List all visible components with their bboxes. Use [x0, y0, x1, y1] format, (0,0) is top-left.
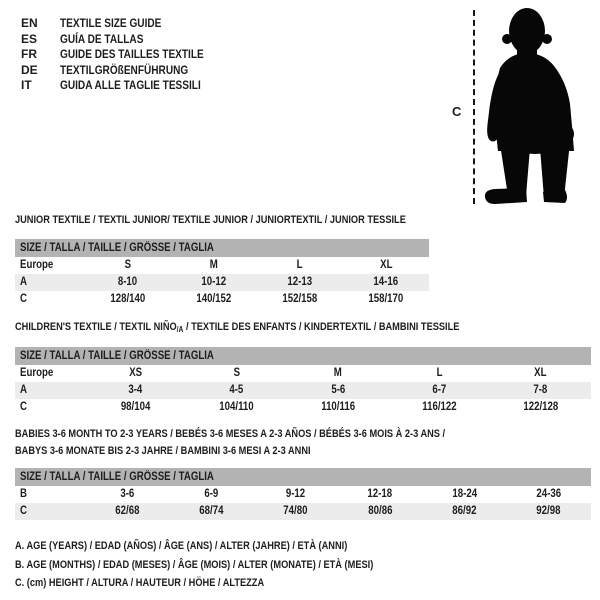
lang-code: EN	[21, 16, 38, 30]
lang-title: GUÍA DE TALLAS	[60, 31, 144, 46]
table-row	[15, 382, 591, 399]
table-row	[15, 399, 591, 416]
cell: 98/104	[120, 401, 151, 413]
table-row	[15, 274, 429, 291]
cell: 3-6	[120, 488, 135, 500]
cell: 116/122	[422, 401, 457, 413]
legend-footnotes	[15, 537, 442, 593]
size-header-bar	[15, 468, 591, 486]
cell: 110/116	[321, 401, 355, 413]
table-row	[15, 365, 591, 382]
cell: XL	[534, 367, 547, 379]
table-row	[15, 257, 429, 274]
row-label: Europe	[20, 259, 54, 271]
cell: L	[297, 259, 303, 271]
size-header-label: SIZE / TALLA / TAILLE / GRÖSSE / TAGLIA	[20, 242, 214, 254]
junior-table-title-text: JUNIOR TEXTILE / TEXTIL JUNIOR/ TEXTILE JUNIOR / JUNIORTEXTIL / JUNIOR TESSILE	[15, 214, 406, 226]
cell: XL	[379, 259, 393, 271]
lang-code: IT	[21, 78, 32, 92]
cell: 122/128	[522, 401, 558, 413]
cell: 9-12	[286, 488, 306, 500]
title-subscript: /A	[176, 325, 184, 334]
cell: M	[209, 259, 219, 271]
lang-title: TEXTILGRÖßENFÜHRUNG	[60, 62, 189, 77]
cell: 74/80	[283, 505, 308, 517]
lang-row-de	[21, 63, 231, 79]
cell: S	[233, 367, 241, 379]
babies-table-title-text1: BABIES 3-6 MONTH TO 2-3 YEARS / BEBÉS 3-6 MESES A 2-3 AÑOS / BÉBÉS 3-6 MOIS À 2-3 ANS /	[15, 428, 446, 440]
size-header-bar	[15, 347, 591, 365]
language-title-block	[21, 16, 231, 94]
footnote-age-years: A. AGE (YEARS) / EDAD (AÑOS) / ÂGE (ANS) / ALTER (JAHRE) / ETÀ (ANNI)	[15, 540, 348, 552]
cell: 14-16	[373, 276, 399, 288]
size-header-bar	[15, 239, 429, 257]
row-label: Europe	[20, 367, 54, 379]
cell: 6-9	[204, 488, 219, 500]
row-label: A	[20, 276, 27, 288]
table-row	[15, 291, 429, 308]
cell: 5-6	[331, 384, 345, 396]
babies-table-title-text2: BABYS 3-6 MONATE BIS 2-3 JAHRE / BAMBINI 3-6 MESI A 2-3 ANNI	[15, 445, 311, 457]
lang-row-it	[21, 78, 231, 94]
lang-title: GUIDE DES TAILLES TEXTILE	[60, 47, 204, 61]
table-row	[15, 486, 591, 503]
cell: 12-18	[367, 488, 393, 500]
row-label: C	[20, 401, 27, 413]
cell: 92/98	[536, 505, 561, 517]
cell: 140/152	[196, 293, 232, 305]
cell: 86/92	[452, 505, 477, 517]
cell: 6-7	[432, 384, 447, 396]
cell: 104/110	[219, 401, 254, 413]
lang-code: DE	[21, 62, 38, 77]
row-label: C	[20, 293, 27, 305]
cell: 80/86	[368, 505, 393, 517]
junior-size-table	[15, 239, 429, 308]
lang-title: GUIDA ALLE TAGLIE TESSILI	[60, 78, 201, 92]
cell: 3-4	[128, 384, 143, 396]
lang-row-en	[21, 16, 231, 32]
cell: 24-36	[536, 488, 562, 500]
babies-table-title-line1	[15, 428, 527, 440]
cell: 152/158	[282, 293, 318, 305]
footnote-age-months: B. AGE (MONTHS) / EDAD (MESES) / ÂGE (MOIS) / ALTER (MONATE) / ETÀ (MESI)	[15, 558, 374, 571]
cell: M	[333, 367, 343, 379]
cell: 7-8	[533, 384, 548, 396]
row-label: A	[20, 384, 27, 396]
row-label: C	[20, 505, 27, 517]
cell: 62/68	[115, 505, 140, 517]
babies-table-title-line2	[15, 445, 367, 457]
cell: 8-10	[118, 276, 138, 288]
cell: 12-13	[287, 276, 313, 288]
toddler-silhouette-icon	[480, 6, 598, 206]
cell: 68/74	[199, 505, 224, 517]
height-dashed-line	[473, 10, 475, 204]
cell: 128/140	[110, 293, 146, 305]
table-row	[15, 503, 591, 520]
cell: 18-24	[452, 488, 477, 500]
cell: L	[436, 367, 443, 379]
size-header-label: SIZE / TALLA / TAILLE / GRÖSSE / TAGLIA	[20, 471, 214, 483]
children-table-title-text: CHILDREN'S TEXTILE / TEXTIL $NIÑO_{/A}$ / TEXTILE DES ENFANTS / KINDERTEXTIL / BAMBINI TESSILE	[15, 321, 460, 334]
children-size-table	[15, 347, 591, 416]
cell: 10-12	[201, 276, 227, 288]
cell: XS	[129, 367, 143, 379]
size-header-label: SIZE / TALLA / TAILLE / GRÖSSE / TAGLIA	[20, 350, 214, 362]
footnote-height-cm: C. (cm) HEIGHT / ALTURA / HAUTEUR / HÖHE / ALTEZZA	[15, 577, 265, 589]
lang-code: ES	[21, 31, 38, 46]
cell: 158/170	[368, 293, 404, 305]
lang-title: TEXTILE SIZE GUIDE	[60, 16, 162, 30]
cell: 4-5	[229, 384, 244, 396]
height-measure-label: C	[452, 104, 462, 119]
lang-row-es	[21, 32, 231, 48]
lang-row-fr	[21, 47, 231, 63]
babies-size-table	[15, 468, 591, 520]
children-table-title	[15, 321, 544, 334]
cell: S	[124, 259, 132, 271]
lang-code: FR	[21, 47, 37, 61]
junior-table-title	[15, 214, 480, 226]
row-label: B	[20, 488, 27, 500]
